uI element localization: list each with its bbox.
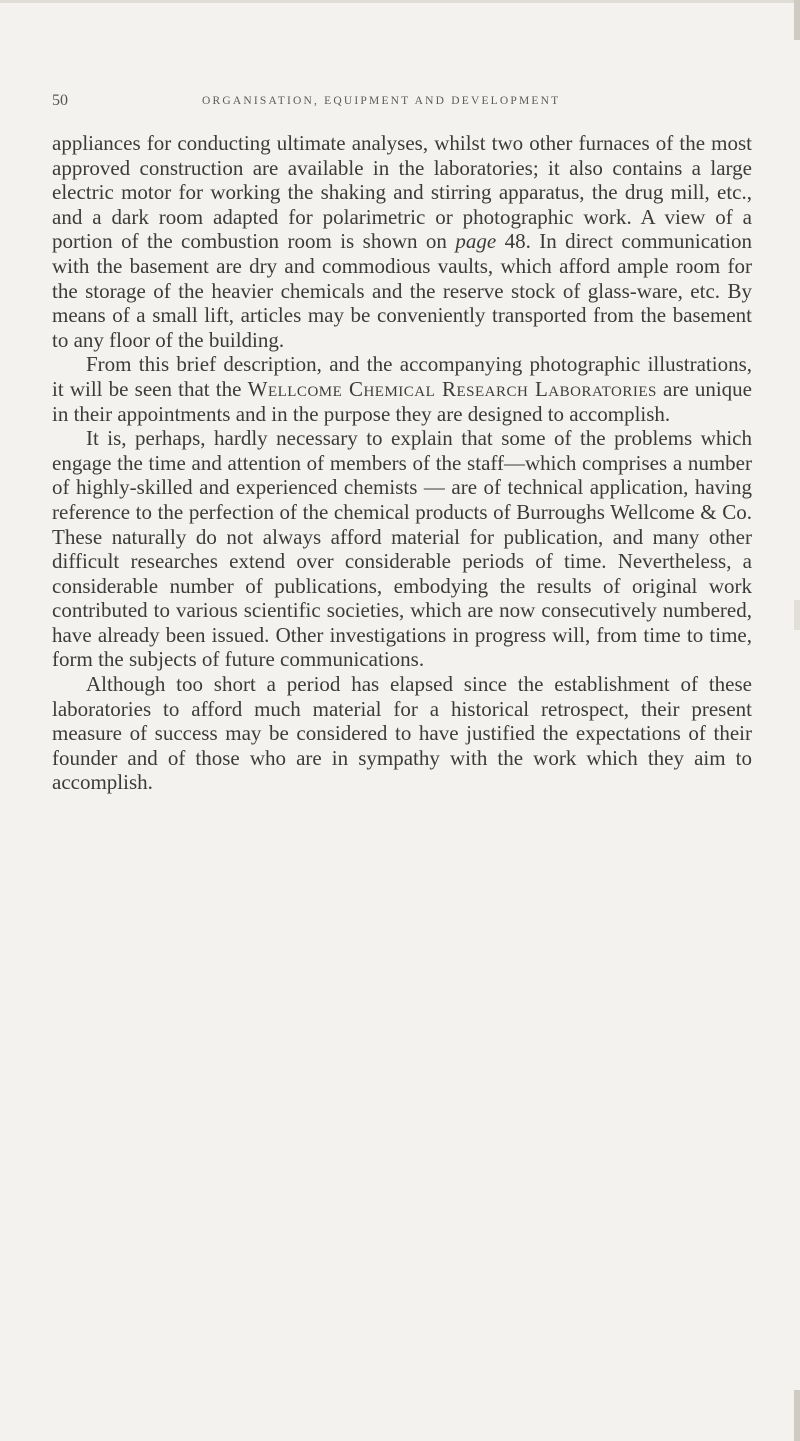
paragraph-2-text: From this brief description, and the accompanying photographic illustrations, it will be seen that the: [52, 352, 752, 401]
page-number: 50: [52, 92, 68, 109]
paragraph-1-text: appliances for conducting ultimate analyses, whilst two other furnaces of the most approved construction are available in the laboratories; it also contains a large electric motor for working the shaking and stirring apparatus, the drug mill, etc., and a dark room adapted for polarimetric or photographic work. A view of a portion of the combustion room is shown on: [52, 131, 752, 254]
body-text: [52, 131, 752, 795]
paragraph-2-text-cont: are unique in their appointments and in the purpose they are designed to accomplish.: [52, 376, 752, 426]
page-edge-mark: [794, 0, 800, 40]
paragraph-2: [52, 352, 752, 426]
page-edge-mark: [794, 1390, 800, 1441]
paragraph-1-text-cont: 48. In direct communication with the basement are dry and commodious vaults, which afford ample room for the storage of the heavier chemicals and the reserve stock of glass-ware, etc. By means of a small lift, articles may be conveniently transported from the basement to any floor of the building.: [52, 229, 753, 352]
page-reference: page: [455, 229, 497, 254]
paragraph-3: It is, perhaps, hardly necessary to explain that some of the problems which engage the time and attention of members of the staff—which comprises a number of highly-skilled and experienced chemists — are of technical application, having reference to the perfection of the chemical products of Burroughs Wellcome & Co. These naturally do not always afford material for publication, and many other difficult researches extend over considerable periods of time. Nevertheless, a considerable number of publications, embodying the results of original work contributed to various scientific societies, which are now consecutively numbered, have already been issued. Other investigations in progress will, from time to time, form the subjects of future communications.: [52, 426, 752, 672]
page-header: [52, 92, 752, 116]
paragraph-1: [52, 131, 752, 352]
page-edge-top: [0, 0, 800, 3]
running-title: ORGANISATION, EQUIPMENT AND DEVELOPMENT: [202, 95, 561, 107]
paragraph-4: Although too short a period has elapsed since the establishment of these laboratories to afford much material for a historical retrospect, their present measure of success may be considered to have justified the expectations of their founder and of those who are in sympathy with the work which they aim to accomplish.: [52, 672, 752, 795]
laboratories-name: Wellcome Chemical Research Laboratories: [247, 376, 657, 401]
page-edge-mark: [794, 600, 800, 630]
